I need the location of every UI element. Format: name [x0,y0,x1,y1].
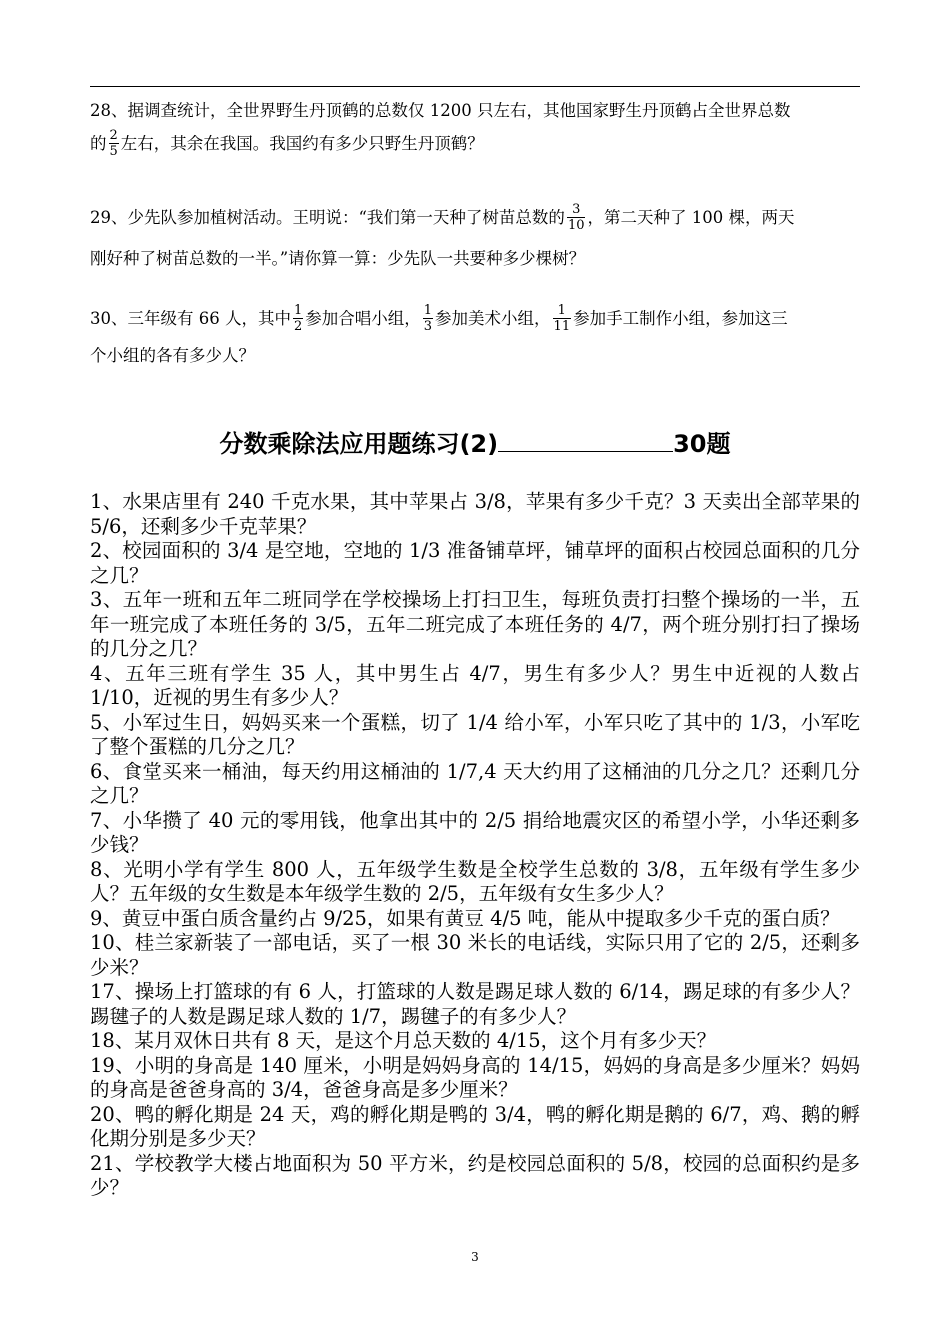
fraction-one-eleventh: $\frac{1}{11}$ [553,303,571,334]
question-item: 18、某月双休日共有 8 天，是这个月总天数的 4/15，这个月有多少天？ [90,1029,717,1052]
page-number: 3 [471,1250,479,1264]
name-blank-line [498,429,673,452]
fraction-one-third: $\frac{1}{3}$ [423,303,433,334]
question-item: 19、小明的身高是 140 厘米，小明是妈妈身高的 14/15，妈妈的身高是多少厘米？妈妈的身高是爸爸身高的 3/4，爸爸身高是多少厘米？ [90,1053,860,1101]
header-rule [90,86,860,87]
question-item: 21、学校教学大楼占地面积为 50 平方米，约是校园总面积的 5/8，校园的总面积约是多少？ [90,1151,860,1199]
fraction-three-tenths: $\frac{3}{10}$ [567,202,585,233]
question-item: 9、黄豆中蛋白质含量约占 9/25，如果有黄豆 4/5 吨，能从中提取多少千克的蛋白质？ [90,906,840,930]
question-28-line2: 的 $\frac{2}{5}$ 左右，其余在我国。我国约有多少只野生丹顶鹤？ [90,128,484,159]
fraction-two-fifths: $\frac{2}{5}$ [109,128,118,159]
question-item: 1、水果店里有 240 千克水果，其中苹果占 3/8，苹果有多少千克？3 天卖出全部苹果的 5/6，还剩多少千克苹果？ [90,490,860,538]
question-item: 3、五年一班和五年二班同学在学校操场上打扫卫生，每班负责打扫整个操场的一半，五年一班完成了本班任务的 3/5，五年二班完成了本班任务的 4/7，两个班分别打扫了操场的几分之几？ [90,588,860,660]
question-item: 17、操场上打篮球的有 6 人，打篮球的人数是踢足球人数的 6/14，踢足球的有多少人？踢毽子的人数是踢足球人数的 1/7，踢毽子的有多少人？ [90,980,860,1028]
question-30-line2: 个小组的各有多少人？ [90,346,255,365]
question-item: 8、光明小学有学生 800 人，五年级学生数是全校学生总数的 3/8，五年级有学生多少人？五年级的女生数是本年级学生数的 2/5，五年级有女生多少人？ [90,857,860,905]
question-29-line1: 29、少先队参加植树活动。王明说：“我们第一天种了树苗总数的 $\frac{3}{10}$ ，第二天种了 100 棵，两天 [90,202,795,233]
fraction-one-half: $\frac{1}{2}$ [293,303,303,334]
question-item: 10、桂兰家新装了一部电话，买了一根 30 米长的电话线，实际只用了它的 2/5，还剩多少米？ [90,931,860,979]
section-heading [0,429,950,459]
question-item: 20、鸭的孵化期是 24 天，鸡的孵化期是鸭的 3/4，鸭的孵化期是鹅的 6/7，鸡、鹅的孵化期分别是多少天？ [90,1102,860,1150]
question-item: 4、五年三班有学生 35 人，其中男生占 4/7，男生有多少人？男生中近视的人数占 1/10，近视的男生有多少人？ [90,661,860,709]
question-28-line1: 28、据调查统计，全世界野生丹顶鹤的总数仅 1200 只左右，其他国家野生丹顶鹤占全世界总数 [90,101,791,120]
question-30-line1: 30、三年级有 66 人，其中 $\frac{1}{2}$ 参加合唱小组， $\frac{1}{3}$ 参加美术小组， $\frac{1}{11}$ 参加手工制作小组，参加这三 [90,303,788,334]
question-item: 6、食堂买来一桶油，每天约用这桶油的 1/7,4 天大约用了这桶油的几分之几？还剩几分之几？ [90,759,860,807]
section-title: 分数乘除法应用题练习(2) [219,430,499,458]
section-count: 30题 [673,430,731,458]
question-item: 2、校园面积的 3/4 是空地，空地的 1/3 准备铺草坪，铺草坪的面积占校园总面积的几分之几？ [90,539,860,587]
question-list [90,490,860,1201]
question-item: 7、小华攒了 40 元的零用钱，他拿出其中的 2/5 捐给地震灾区的希望小学，小华还剩多少钱？ [90,808,860,856]
question-29-line2: 刚好种了树苗总数的一半。”请你算一算：少先队一共要种多少棵树？ [90,249,586,268]
question-item: 5、小军过生日，妈妈买来一个蛋糕，切了 1/4 给小军，小军只吃了其中的 1/3，小军吃了整个蛋糕的几分之几？ [90,710,860,758]
